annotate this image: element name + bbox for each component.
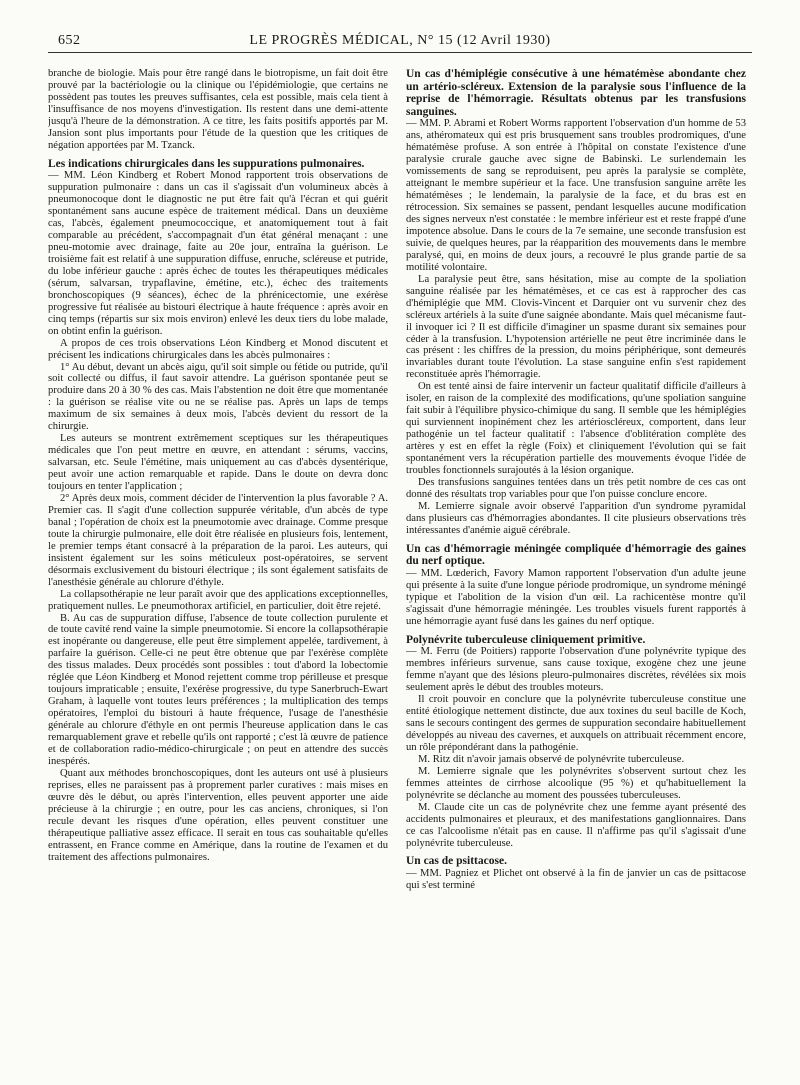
paragraph: — M. Ferru (de Poitiers) rapporte l'observation d'une polynévrite typique des membres inférieurs survenue, sans cause toxique, exogène chez une jeune femme n'ayant que des lésions pleuro-pulmonaires discrètes, révélées six mois seulement après le début des troubles moteurs. xyxy=(406,646,746,694)
paragraph: — MM. Lœderich, Favory Mamon rapportent l'observation d'un adulte jeune qui présente à la suite d'une longue période prodromique, un syndrome méningé typique et l'abolition de la vision d'un œil. La rachicentèse montre qu'il s'agissait d'une hémorragie méningée. Les troubles visuels furent rapportés à une hémorragie ayant fusé dans les gaines du nerf optique. xyxy=(406,567,746,627)
section-heading: Polynévrite tuberculeuse cliniquement primitive. xyxy=(406,633,646,646)
paragraph: M. Claude cite un cas de polynévrite chez une femme ayant présenté des accidents pulmonaires et pleuraux, et des manifestations ganglionnaires. Dans ce cas l'alcoolisme n'était pas en cause. Il n'affirme pas qu'il s'agissait d'une polynévrite tuberculeuse. xyxy=(406,801,746,849)
paragraph: Il croit pouvoir en conclure que la polynévrite tuberculeuse constitue une entité étiologique nettement distincte, due aux toxines du seul bacille de Koch, sans le secours contingent des germes de suppuration secondaire habituellement développés au niveau des cavernes, et auxquels on attribuait récemment encore, un rôle prépondérant dans la pathogénie. xyxy=(406,694,746,753)
paragraph: — MM. Pagniez et Plichet ont observé à la fin de janvier un cas de psittacose qui s'est terminé xyxy=(406,868,746,892)
paragraph: A propos de ces trois observations Léon Kindberg et Monod discutent et précisent les indications chirurgicales dans les abcès pulmonaires : xyxy=(48,337,388,361)
section-heading: Les indications chirurgicales dans les suppurations pulmonaires. xyxy=(48,157,365,170)
paragraph: La paralysie peut être, sans hésitation, mise au compte de la spoliation sanguine réalisée par les hématémèses, et ce cas est à rapprocher des cas d'hémiplégie que MM. Clovis-Vincent et Darquier ont vu survenir chez des scléreux artériels à la suite d'une saignée abondante. Mais quel mécanisme faut-il invoquer ici ? Il est difficile d'imaginer un spasme durant six semaines pour céder à la transfusion. L'hypotension artérielle ne peut être incriminée dans le cas présent : les chiffres de la pression, du moins périphérique, sont demeurés invariables durant toute l'évolution. La stase sanguine enfin s'est rapidement reconstituée après l'hémorragie. xyxy=(406,273,746,381)
paragraph: — MM. Léon Kindberg et Robert Monod rapportent trois observations de suppuration pulmonaire : dans un cas il s'agissait d'un volumineux abcès à pneumonocoque dont le diagnostic ne put être fait qu'à l'écran et qui guérit spontanément sans aucune espèce de traitement médical. Dans un deuxième cas, l'abcès, également pneumococcique, et anatomiquement tout à fait comparable au précédent, s'accompagnait d'un état général menaçant : une pneu-motomie avec drainage, faite au 20e jour, entraîna la guérison. Le troisième fait est relatif à une suppuration diffuse, enruche, scléreuse et putride, du lobe inférieur gauche : après échec de toutes les thérapeutiques médicales (sérum, salvarsan, trypaflavine, émétine, etc.), échec des traitements bronchoscopiques (9 séances), échec de la phrénicectomie, une exérèse progressive fut réalisée au bistouri électrique à haute fréquence : après avoir en cinq temps (répartis sur six mois environ) enlevé les deux tiers du lobe malade, on obtint enfin la guérison. xyxy=(48,170,388,337)
paragraph: M. Ritz dit n'avoir jamais observé de polynévrite tuberculeuse. xyxy=(418,753,685,765)
page-number: 652 xyxy=(58,33,81,48)
paragraph: M. Lemierre signale que les polynévrites s'observent surtout chez les femmes atteintes de cirrhose alcoolique (95 %) et qu'habituellement la polynévrite se déclanche au moment des poussées tuberculeuses. xyxy=(406,765,746,801)
paragraph: On est tenté ainsi de faire intervenir un facteur qualitatif difficile d'ailleurs à isoler, en raison de la complexité des modifications, qu'une spoliation sanguine fait subir à l'équilibre physico-chimique du sang. Il semble que les hémiplégies qui surviennent inopinément chez les artérioscléreux, comportent, dans leur pathogénie un tel facteur qualitatif : l'absence d'oblitération complète des artères y est en effet la règle (Foix) et cliniquement l'évolution qui se fait spontanément vers la récupération partielle des mouvements évoque l'idée de troubles fonctionnels surajoutés à la lésion organique. xyxy=(406,381,746,477)
left-column xyxy=(48,68,388,1068)
paragraph: 1° Au début, devant un abcès aigu, qu'il soit simple ou fétide ou putride, qu'il soit collecté ou diffus, il faut savoir attendre. La guérison spontanée peut se produire dans 20 à 30 % des cas. Mais l'abstention ne doit être que momentanée : la guérison se réalise vite ou ne se réalise pas. Après un laps de temps maximum de six semaines à deux mois, l'abcès devient du ressort de la chirurgie. xyxy=(48,361,388,433)
section-heading: Un cas d'hémorragie méningée compliquée d'hémorragie des gaines du nerf optique. xyxy=(406,542,746,568)
page-header xyxy=(48,30,752,53)
paragraph: 2° Après deux mois, comment décider de l'intervention la plus favorable ? A. Premier cas. Il s'agit d'une collection suppurée véritable, d'un abcès de type banal ; l'opération de choix est la pneumotomie avec drainage. Comme presque toute la chirurgie pulmonaire, elle doit être réalisée en plusieurs fois, lentement, le premier temps étant consacré à la préparation de la paroi. Les auteurs, qui insistent également sur les soins méticuleux post-opératoires, se servent désormais exclusivement du bistouri électrique ; ils sont également satisfaits de l'anesthésie générale au chlorure d'éthyle. xyxy=(48,493,388,588)
paragraph: La collapsothérapie ne leur paraît avoir que des applications exceptionnelles, pratiquement nulles. Le pneumothorax artificiel, en particulier, doit être rejeté. xyxy=(48,588,388,612)
paragraph: branche de biologie. Mais pour être rangé dans le biotropisme, un fait doit être prouvé par la bactériologie ou la clinique ou l'épidémiologie, que certains ne possèdent pas toutes les preuves suffisantes, cela est possible, mais cela tient à l'insuffisance de nos moyens d'investigation. Ils restent dans une demi-attente jusqu'à l'heure de la démonstration. A ce titre, les faits positifs apportés par M. Jansion sont plus importants pour l'étude de la question que les critiques de négation apportées par M. Tzanck. xyxy=(48,68,388,151)
paragraph: — MM. P. Abrami et Robert Worms rapportent l'observation d'un homme de 53 ans, athéromateux qui est pris brusquement sans troubles prodromiques, d'une hématémèse profuse. A son entrée à l'hôpital on constate l'existence d'une paralysie crurale gauche avec signe de Babinski. Le surlendemain les vomissements de sang se reproduisent, peu après la paralysie se complète, atteignant le membre supérieur et la face. Une transfusion sanguine arrête les hématémèses ; le lendemain, la paralysie de la face, et du bras est en rétrocession. Six semaines se passent, pendant lesquelles aucune modification des signes nerveux n'est constatée : le membre inférieur est et reste frappé d'une impotence absolue. Dans le cours de la 7e semaine, une seconde transfusion est suivie, de quelques heures, par la réapparition des mouvements dans le membre paralysé, qui, en moins de deux jours, a recouvré le plus grande partie de sa motilité volontaire. xyxy=(406,118,746,273)
paragraph: Des transfusions sanguines tentées dans un très petit nombre de ces cas ont donné des résultats trop variables pour que l'on puisse conclure encore. xyxy=(406,476,746,500)
right-column xyxy=(406,68,746,1068)
journal-title: LE PROGRÈS MÉDICAL, N° 15 (12 Avril 1930) xyxy=(249,33,551,48)
paragraph: M. Lemierre signale avoir observé l'apparition d'un syndrome pyramidal dans plusieurs cas d'hémorragies abondantes. Il cite plusieurs observations très intéressantes d'anémie aiguë cérébrale. xyxy=(406,500,746,536)
section-heading: Un cas de psittacose. xyxy=(406,855,507,868)
section-heading: Un cas d'hémiplégie consécutive à une hématémèse abondante chez un artério-scléreux. Extension de la paralysie sous l'influence de la reprise de l'hémorragie. Résultats obtenus par les transfusions sanguines. xyxy=(406,68,746,118)
paragraph: Quant aux méthodes bronchoscopiques, dont les auteurs ont usé à plusieurs reprises, elles ne paraissent pas à proprement parler curatives : mais mises en œuvre dès le début, ou après l'intervention, elles peuvent apporter une aide précieuse à la chirurgie ; en outre, pour les cas anciens, chroniques, si l'on recule devant les risques d'une opération, elles peuvent constituer une thérapeutique palliative assez efficace. Il serait en tous cas souhaitable qu'elles entrassent, en France comme en Amérique, dans la routine de l'examen et du traitement des affections pulmonaires. xyxy=(48,767,388,863)
paragraph: Les auteurs se montrent extrêmement sceptiques sur les thérapeutiques médicales que l'on peut mettre en œuvre, en attendant : sérums, vaccins, salvarsan, etc. Seule l'émétine, mais uniquement au cas d'abcès dysentérique, peut avoir une action remarquable et rapide. Dans le doute on devra donc toujours en tenter l'application ; xyxy=(48,433,388,493)
paragraph: B. Au cas de suppuration diffuse, l'absence de toute collection purulente et de toute cavité rend vaine la simple pneumotomie. Si encore la collapsothérapie est inopérante ou dangereuse, elle peut être simplement appelée, tardivement, à parfaire la guérison. Celle-ci ne peut être obtenue que par l'exérèse complète des tissus malades. Deux procédés sont possibles : tout d'abord la lobectomie réglée que Léon Kindberg et Monod rejettent comme trop périlleuse et presque toujours impraticable ; ensuite, l'exérèse progressive, du type Sanerbruch-Ewart Graham, à laquelle vont toutes leurs préférences ; la multiplication des temps opératoires, l'emploi du bistouri à haute fréquence, l'usage de l'anesthésie générale au chlorure d'éthyle en ont permis l'heureuse application dans le cas remarquablement grave et rebelle qu'ils ont rapporté ; c'est là œuvre de patience et de collaboration radio-médico-chirurgicale ; on peut en attendre des succès inespérés. xyxy=(48,612,388,767)
